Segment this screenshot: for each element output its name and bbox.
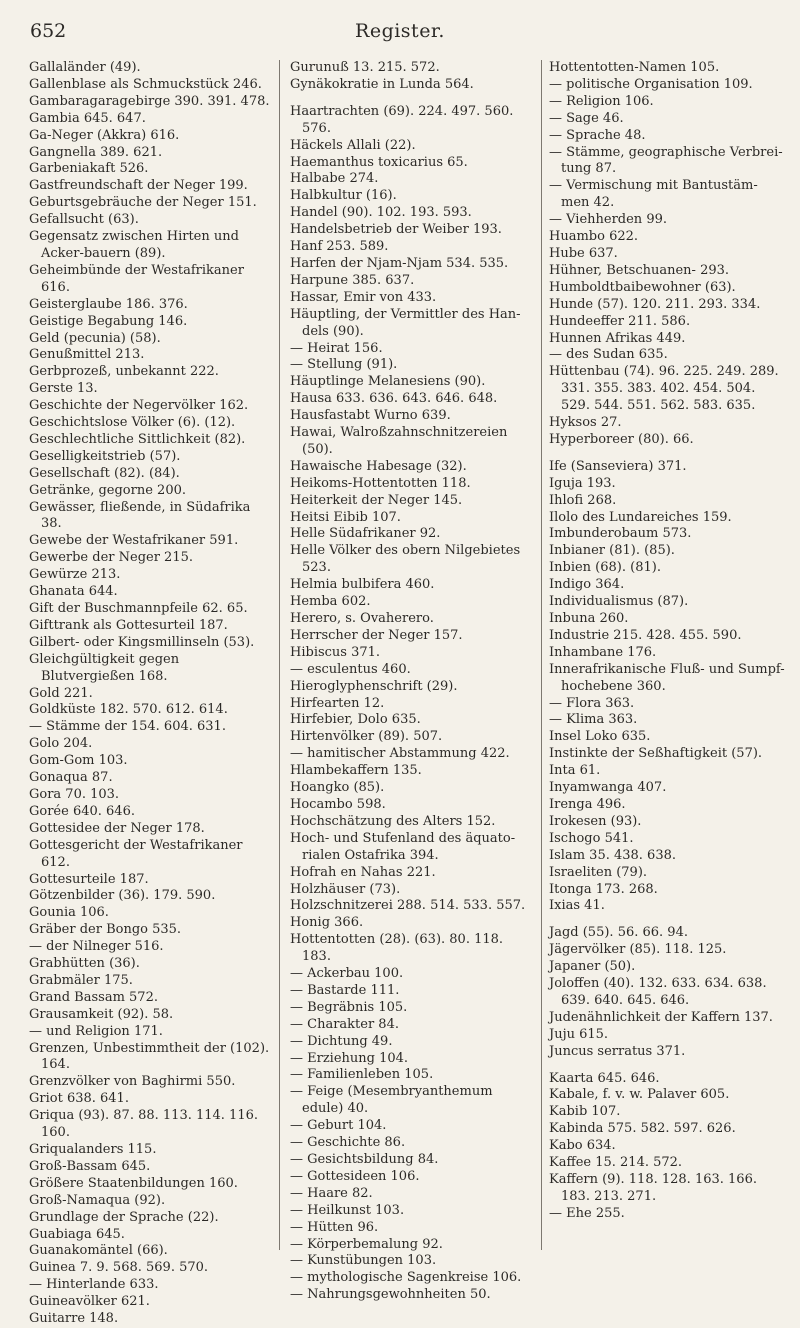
index-entry: Individualismus (87). (549, 594, 689, 610)
index-entry: Holzhäuser (73). (290, 881, 401, 897)
index-entry: Guanakomäntel (66). (29, 1243, 168, 1259)
index-entry: Holzschnitzerei 288. 514. 533. 557. (290, 898, 526, 914)
index-entry: Joloffen (40). 132. 633. 634. 638. 639. 640. 645. 646. (549, 976, 767, 1008)
index-entry: Hirfebier, Dolo 635. (290, 712, 421, 728)
index-entry: Hoch- und Stufenland des äquato-rialen Ostafrika 394. (290, 830, 516, 863)
index-entry: Heikoms-Hottentotten 118. (290, 475, 471, 491)
index-entry: — und Religion 171. (29, 1023, 163, 1039)
index-entry: Haartrachten (69). 224. 497. 560. 576. (290, 103, 514, 136)
index-entry: Grand Bassam 572. (29, 989, 158, 1005)
index-entry: Geschichte der Negervölker 162. (29, 398, 249, 414)
index-entry: Griqualanders 115. (29, 1142, 157, 1157)
index-entry: — Hinterlande 633. (29, 1277, 159, 1293)
index-entry: Heitsi Eibib 107. (290, 509, 401, 525)
section-gap (290, 94, 535, 104)
index-entry: Handelsbetrieb der Weiber 193. (290, 222, 502, 238)
index-entry: — Kunstübungen 103. (290, 1253, 437, 1269)
index-entry: Gom-Gom 103. (29, 753, 128, 769)
index-entry: Guitarre 148. (29, 1311, 119, 1327)
index-entry: Gewässer, fließende, in Südafrika 38. (29, 499, 251, 532)
index-entry: — Familienleben 105. (290, 1067, 434, 1083)
index-entry: Kaarta 645. 646. (549, 1070, 660, 1086)
index-entry: Hemba 602. (290, 594, 371, 610)
index-entry: Geisterglaube 186. 376. (29, 296, 188, 312)
index-entry: Geschlechtliche Sittlichkeit (82). (29, 431, 246, 447)
index-entry: Gräber der Bongo 535. (29, 922, 182, 938)
index-column-2 (290, 60, 535, 1304)
index-entry: Hochschätzung des Alters 152. (290, 813, 496, 829)
index-entry: — Stellung (91). (290, 357, 398, 373)
index-entry: Hunnen Afrikas 449. (549, 330, 686, 346)
index-entry: Groß-Bassam 645. (29, 1158, 151, 1174)
index-entry: Imbunderobaum 573. (549, 526, 692, 542)
index-entry: Häuptlinge Melanesiens (90). (290, 374, 486, 390)
index-entry: — Heirat 156. (290, 340, 383, 356)
index-entry: Goldküste 182. 570. 612. 614. (29, 702, 228, 718)
index-entry: Kaffee 15. 214. 572. (549, 1155, 683, 1171)
index-entry: — der Nilneger 516. (29, 939, 164, 955)
index-entry: Japaner (50). (549, 959, 636, 975)
index-entry: — hamitischer Abstammung 422. (290, 746, 510, 762)
index-entry: Inhambane 176. (549, 644, 657, 660)
index-entry: Heiterkeit der Neger 145. (290, 492, 463, 508)
index-entry: Geschichtslose Völker (6). (12). (29, 415, 236, 431)
section-gap (549, 915, 785, 925)
index-entry: Ife (Sanseviera) 371. (549, 458, 687, 474)
index-entry: Gangnella 389. 621. (29, 144, 163, 160)
index-entry: — Erziehung 104. (290, 1050, 409, 1066)
index-entry: Helle Völker des obern Nilgebietes 523. (290, 543, 521, 576)
index-entry: Judenähnlichkeit der Kaffern 137. (549, 1009, 773, 1025)
index-entry: Israeliten (79). (549, 864, 648, 880)
index-entry: Gurunuß 13. 215. 572. (290, 60, 440, 75)
index-entry: Ihlofi 268. (549, 492, 617, 508)
index-entry: Grenzvölker von Baghirmi 550. (29, 1074, 236, 1090)
index-entry: Herero, s. Ovaherero. (290, 611, 434, 626)
index-entry: Itonga 173. 268. (549, 881, 658, 897)
index-entry: Harpune 385. 637. (290, 272, 415, 288)
index-entry: Häuptling, der Vermittler des Han-dels (90). (290, 306, 521, 339)
index-entry: Innerafrikanische Fluß- und Sumpf-hochebene 360. (549, 661, 785, 694)
index-entry: Kabinda 575. 582. 597. 626. (549, 1121, 736, 1137)
page-number: 652 (30, 20, 67, 42)
index-entry: Gora 70. 103. (29, 786, 120, 802)
index-entry: Guabiaga 645. (29, 1226, 125, 1242)
index-entry: — Haare 82. (290, 1185, 373, 1201)
index-entry: Grabhütten (36). (29, 956, 140, 972)
index-entry: Honig 366. (290, 915, 364, 931)
index-entry: Hube 637. (549, 245, 618, 261)
index-entry: Gifttrank als Gottesurteil 187. (29, 617, 228, 633)
index-entry: Gleichgültigkeit gegen Blutvergießen 168. (29, 651, 180, 684)
index-entry: Guinea 7. 9. 568. 569. 570. (29, 1260, 209, 1276)
index-entry: Häckels Allali (22). (290, 137, 416, 153)
index-entry: Instinkte der Seßhaftigkeit (57). (549, 746, 763, 762)
index-entry: Gewebe der Westafrikaner 591. (29, 533, 239, 549)
index-entry: Kaffern (9). 118. 128. 163. 166. 183. 213. 271. (549, 1172, 757, 1204)
index-entry: Iguja 193. (549, 475, 616, 491)
index-entry: Hibiscus 371. (290, 644, 381, 660)
index-entry: Kabale, f. v. w. Palaver 605. (549, 1087, 730, 1103)
index-entry: Inyamwanga 407. (549, 780, 667, 796)
index-entry: Hüttenbau (74). 96. 225. 249. 289. 331. 355. 383. 402. 454. 504. 529. 544. 551. 562. 583. 635. (549, 364, 779, 414)
index-entry: Hühner, Betschuanen- 293. (549, 262, 730, 278)
index-entry: Gallaländer (49). (29, 60, 141, 75)
index-entry: Genußmittel 213. (29, 347, 145, 363)
index-entry: Hanf 253. 589. (290, 239, 389, 255)
index-entry: Gewerbe der Neger 215. (29, 550, 193, 566)
index-column-3 (549, 60, 785, 1223)
index-entry: Größere Staatenbildungen 160. (29, 1175, 238, 1191)
index-entry: Götzenbilder (36). 179. 590. (29, 888, 216, 904)
index-entry: Halbabe 274. (290, 171, 379, 187)
index-entry: Gegensatz zwischen Hirten und Acker-bauern (89). (29, 229, 239, 261)
index-entry: Grausamkeit (92). 58. (29, 1006, 174, 1022)
column-divider (541, 60, 542, 1250)
index-entry: Hirfearten 12. (290, 695, 385, 711)
index-entry: Irenga 496. (549, 796, 626, 812)
index-entry: — esculentus 460. (290, 661, 411, 677)
index-entry: Garbeniakaft 526. (29, 161, 149, 177)
index-entry: Huambo 622. (549, 229, 639, 245)
index-entry: — Begräbnis 105. (290, 999, 408, 1015)
index-entry: Haemanthus toxicarius 65. (290, 154, 468, 170)
index-entry: Inbuna 260. (549, 611, 629, 626)
page-header (30, 20, 770, 46)
index-entry: — Klima 363. (549, 712, 638, 728)
index-entry: Gottesurteile 187. (29, 871, 149, 887)
index-entry: Geselligkeitstrieb (57). (29, 448, 181, 464)
index-entry: Jägervölker (85). 118. 125. (549, 942, 727, 958)
index-entry: Hausfastabt Wurno 639. (290, 408, 451, 424)
column-divider (279, 60, 280, 1250)
index-entry: Ghanata 644. (29, 584, 118, 600)
index-entry: — Gesichtsbildung 84. (290, 1152, 439, 1167)
index-entry: Hirtenvölker (89). 507. (290, 729, 443, 745)
index-entry: — Vermischung mit Bantustäm-men 42. (549, 178, 758, 211)
index-entry: Gallenblase als Schmuckstück 246. (29, 76, 262, 92)
index-entry: Gilbert- oder Kingsmillinseln (53). (29, 634, 255, 650)
section-gap (549, 1061, 785, 1071)
index-entry: Gounia 106. (29, 905, 109, 921)
index-entry: Geld (pecunia) (58). (29, 330, 161, 346)
index-entry: Ga-Neger (Akkra) 616. (29, 127, 180, 143)
index-entry: Hofrah en Nahas 221. (290, 864, 436, 880)
index-entry: Gefallsucht (63). (29, 212, 139, 228)
index-entry: Gottesidee der Neger 178. (29, 820, 205, 836)
index-entry: — Sage 46. (549, 110, 624, 126)
index-entry: Juju 615. (549, 1026, 609, 1042)
page-title: Register. (355, 20, 445, 42)
index-entry: Harfen der Njam-Njam 534. 535. (290, 255, 509, 271)
index-entry: Hawai, Walroßzahnschnitzereien (50). (290, 425, 508, 457)
index-entry: Hausa 633. 636. 643. 646. 648. (290, 391, 498, 407)
index-entry: Getränke, gegorne 200. (29, 482, 186, 498)
index-entry: — Viehherden 99. (549, 212, 667, 228)
index-entry: — Ehe 255. (549, 1205, 625, 1221)
index-entry: Gewürze 213. (29, 567, 121, 583)
index-entry: Ilolo des Lundareiches 159. (549, 509, 732, 525)
index-entry: Islam 35. 438. 638. (549, 847, 677, 863)
index-entry: Grabmäler 175. (29, 972, 133, 988)
index-entry: — Gottesideen 106. (290, 1168, 420, 1184)
index-entry: — Stämme, geographische Verbrei-tung 87. (549, 144, 783, 177)
index-entry: Geburtsgebräuche der Neger 151. (29, 195, 257, 211)
index-entry: Gesellschaft (82). (84). (29, 465, 180, 481)
index-entry: Indigo 364. (549, 577, 625, 593)
index-entry: Industrie 215. 428. 455. 590. (549, 627, 742, 643)
index-entry: Kabib 107. (549, 1104, 621, 1120)
index-entry: Irokesen (93). (549, 813, 642, 829)
index-entry: Helle Südafrikaner 92. (290, 526, 441, 542)
index-entry: — Körperbemalung 92. (290, 1236, 443, 1252)
index-entry: — Geschichte 86. (290, 1135, 406, 1151)
index-entry: — Hütten 96. (290, 1219, 379, 1235)
index-entry: Gambaragaragebirge 390. 391. 478. (29, 93, 270, 109)
index-entry: Golo 204. (29, 736, 93, 752)
index-entry: Inbien (68). (81). (549, 560, 661, 576)
index-entry: — Charakter 84. (290, 1016, 399, 1032)
index-entry: Gerste 13. (29, 381, 98, 397)
index-entry: Gottesgericht der Westafrikaner 612. (29, 837, 243, 870)
index-entry: Humboldtbaibewohner (63). (549, 279, 736, 295)
index-entry: Hieroglyphenschrift (29). (290, 678, 458, 694)
index-entry: — Feige (Mesembryanthemum edule) 40. (290, 1084, 493, 1117)
index-entry: Herrscher der Neger 157. (290, 627, 463, 643)
index-entry: Geheimbünde der Westafrikaner 616. (29, 262, 244, 295)
index-entry: Jagd (55). 56. 66. 94. (549, 925, 688, 941)
index-entry: — Nahrungsgewohnheiten 50. (290, 1287, 491, 1303)
index-entry: Geistige Begabung 146. (29, 313, 188, 329)
index-entry: Griot 638. 641. (29, 1091, 129, 1107)
index-entry: Gonaqua 87. (29, 770, 113, 786)
index-entry: Hawaische Habesage (32). (290, 458, 467, 474)
index-entry: Griqua (93). 87. 88. 113. 114. 116. 160. (29, 1108, 258, 1141)
index-entry: — politische Organisation 109. (549, 76, 753, 92)
index-entry: — Religion 106. (549, 93, 654, 109)
index-entry: Kabo 634. (549, 1138, 616, 1154)
index-entry: — Geburt 104. (290, 1118, 387, 1134)
index-entry: Gift der Buschmannpfeile 62. 65. (29, 601, 248, 616)
index-entry: Handel (90). 102. 193. 593. (290, 205, 472, 221)
index-entry: Inta 61. (549, 763, 601, 779)
index-entry: — Bastarde 111. (290, 982, 400, 998)
index-entry: Guineavölker 621. (29, 1294, 150, 1310)
index-entry: Hassar, Emir von 433. (290, 289, 437, 305)
index-entry: Insel Loko 635. (549, 729, 651, 745)
index-entry: — Stämme der 154. 604. 631. (29, 719, 226, 735)
index-entry: Hyperboreer (80). 66. (549, 431, 694, 447)
index-entry: — Sprache 48. (549, 127, 646, 143)
index-entry: Gambia 645. 647. (29, 110, 146, 126)
index-entry: Gerbprozeß, unbekannt 222. (29, 364, 219, 380)
index-entry: Gynäkokratie in Lunda 564. (290, 76, 474, 92)
index-entry: Grundlage der Sprache (22). (29, 1209, 219, 1225)
index-entry: Gorée 640. 646. (29, 803, 135, 819)
index-entry: Halbkultur (16). (290, 188, 397, 204)
index-entry: Juncus serratus 371. (549, 1043, 686, 1059)
index-entry: Hundeeffer 211. 586. (549, 313, 691, 329)
index-entry: Hlambekaffern 135. (290, 763, 422, 779)
index-entry: — Heilkunst 103. (290, 1202, 405, 1218)
index-entry: Inbianer (81). (85). (549, 543, 675, 559)
index-entry: Ixias 41. (549, 898, 605, 914)
index-entry: Hottentotten (28). (63). 80. 118. 183. (290, 932, 504, 965)
index-entry: Hoangko (85). (290, 780, 385, 796)
index-entry: Hottentotten-Namen 105. (549, 60, 720, 75)
index-entry: — mythologische Sagenkreise 106. (290, 1270, 522, 1286)
index-entry: Hyksos 27. (549, 415, 622, 431)
index-entry: — Dichtung 49. (290, 1033, 393, 1049)
index-entry: Helmia bulbifera 460. (290, 577, 435, 593)
index-entry: Ischogo 541. (549, 830, 634, 846)
section-gap (549, 449, 785, 459)
index-entry: Grenzen, Unbestimmtheit der (102). 164. (29, 1040, 270, 1073)
index-entry: — Flora 363. (549, 695, 635, 711)
index-column-1 (29, 60, 274, 1328)
index-entry: Hocambo 598. (290, 796, 386, 812)
index-entry: — des Sudan 635. (549, 347, 668, 363)
index-entry: — Ackerbau 100. (290, 966, 404, 982)
index-entry: Groß-Namaqua (92). (29, 1192, 166, 1208)
index-entry: Gastfreundschaft der Neger 199. (29, 178, 248, 194)
index-entry: Hunde (57). 120. 211. 293. 334. (549, 296, 761, 312)
index-entry: Gold 221. (29, 685, 93, 701)
